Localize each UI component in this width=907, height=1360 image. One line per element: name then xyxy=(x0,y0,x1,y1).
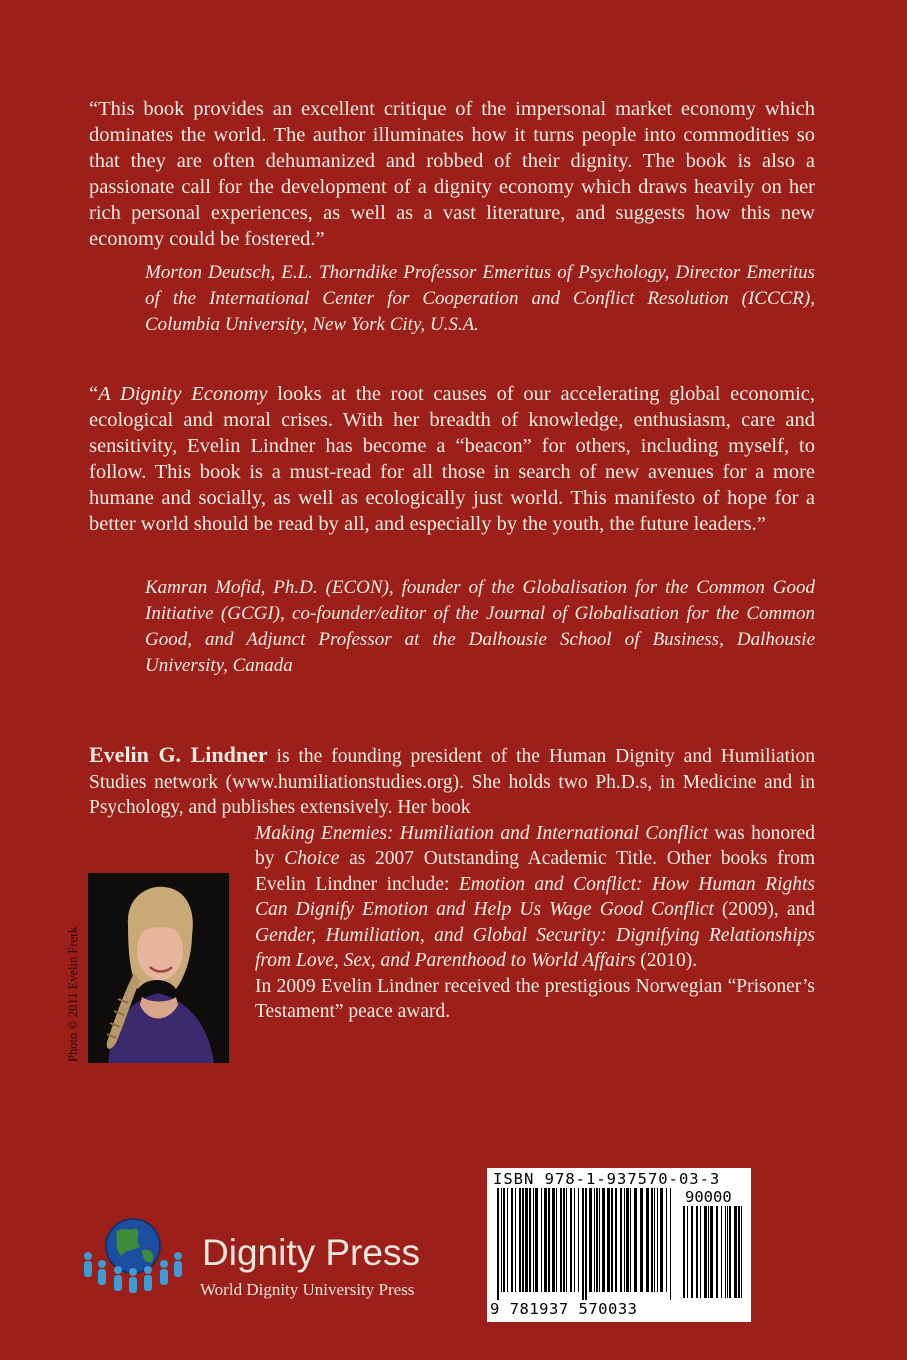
barcode-bar xyxy=(634,1188,637,1292)
barcode-bar xyxy=(599,1188,600,1292)
addon-bar xyxy=(710,1206,713,1298)
review-attribution-mofid: Kamran Mofid, Ph.D. (ECON), founder of the Globalisation for the Common Good Initiative (GCGI), co-founder/editor of the Journal of Globalisation for the Common Good, and Adjunct Professor at the Dalhousie School of Business, Dalhousie University, Canada xyxy=(145,577,815,676)
barcode-bar xyxy=(497,1188,499,1300)
barcode-bar xyxy=(660,1188,663,1292)
review-attribution-deutsch: Morton Deutsch, E.L. Thorndike Professor Emeritus of Psychology, Director Emeritus of the International Center for Cooperation and Conflict Resolution (ICCCR), Columbia University, New York City, U.S.A. xyxy=(145,262,815,335)
addon-bar xyxy=(696,1206,698,1298)
barcode-bar xyxy=(556,1188,557,1292)
addon-bar xyxy=(734,1206,737,1298)
barcode-bar xyxy=(640,1188,643,1292)
barcode-bar xyxy=(570,1188,572,1292)
barcode-bar xyxy=(511,1188,513,1292)
barcode-bar xyxy=(560,1188,562,1292)
review-quote-deutsch: “This book provides an excellent critique of the impersonal market economy which dominates the world. The author illuminates how it turns people into commodities so that they are often dehumanized and robbed of their dignity. The book is also a passionate call for the development of a dignity economy which draws heavily on her rich personal experiences, as well as a vast literature, and suggests how this new economy could be fostered.” xyxy=(89,98,815,250)
addon-bar xyxy=(721,1206,722,1298)
barcode-bar xyxy=(596,1188,598,1292)
quote-open-mark: “ xyxy=(89,383,99,405)
barcode-bar xyxy=(615,1188,617,1292)
isbn-text: ISBN 978-1-937570-03-3 xyxy=(493,1170,721,1188)
barcode-bar xyxy=(552,1188,555,1292)
barcode-bar xyxy=(507,1188,508,1292)
publisher-subtitle: World Dignity University Press xyxy=(200,1280,415,1299)
author-photo xyxy=(88,873,229,1063)
barcode-bar xyxy=(585,1188,587,1300)
dignity-press-logo xyxy=(80,1212,186,1302)
barcode-bar xyxy=(578,1188,579,1292)
author-name: Evelin G. Lindner xyxy=(89,742,268,767)
barcode-bar xyxy=(620,1188,622,1292)
barcode-bar xyxy=(624,1188,625,1292)
addon-bar xyxy=(727,1206,728,1298)
barcode-bar xyxy=(515,1188,516,1292)
addon-bar xyxy=(683,1206,685,1298)
isbn-barcode xyxy=(487,1168,751,1322)
barcode-bar xyxy=(651,1188,653,1292)
bio-text: (2009), and xyxy=(713,899,815,920)
barcode-bar xyxy=(670,1188,671,1300)
barcode-bar xyxy=(548,1188,550,1292)
addon-bar xyxy=(708,1206,709,1298)
barcode-bar xyxy=(522,1188,524,1292)
book-emotion-conflict: Emotion and Conflict: How Human Rights Can Dignify Emotion and Help Us Wage Good Conflict xyxy=(255,873,815,920)
book-making-enemies: Making Enemies: Humiliation and International Conflict xyxy=(255,822,709,844)
barcode-bar xyxy=(630,1188,631,1292)
review-quote-mofid xyxy=(89,381,815,537)
author-portrait-illustration xyxy=(88,873,229,1063)
barcode-bar xyxy=(566,1188,567,1292)
price-addon-text: 90000 xyxy=(685,1188,732,1206)
barcode-bar xyxy=(519,1188,521,1292)
barcode-bar xyxy=(503,1188,505,1292)
addon-bar xyxy=(704,1206,707,1298)
addon-bar xyxy=(729,1206,731,1298)
bio-intro xyxy=(89,742,815,821)
barcode-bars xyxy=(497,1188,745,1300)
barcode-bar xyxy=(544,1188,547,1292)
bio-text: was honored by xyxy=(255,822,815,869)
barcode-bar xyxy=(525,1188,528,1292)
bio-intro-text: is the founding president of the Human Dignity and Humiliation Studies network (www.humiliationstudies.org). She holds two Ph.D.s, in Medicine and in Psychology, and publishes extensively. Her book xyxy=(89,746,815,818)
barcode-bar xyxy=(535,1188,538,1292)
barcode-bar xyxy=(654,1188,655,1292)
bio-award: In 2009 Evelin Lindner received the prestigious Norwegian “Prisoner’s Testament” peace award. xyxy=(255,975,815,1022)
addon-bar xyxy=(738,1206,740,1298)
barcode-bar xyxy=(501,1188,502,1292)
book-gender-humiliation: Gender, Humiliation, and Global Security: Dignifying Relationships from Love, Sex, and Parenthood to World Affairs xyxy=(255,924,815,971)
barcode-bar xyxy=(541,1188,542,1292)
barcode-bar xyxy=(574,1188,575,1292)
ean-text: 9 781937 570033 xyxy=(490,1300,638,1318)
quote-body: looks at the root causes of our accelerating global economic, ecological and moral crises. With her breadth of knowledge, enthusiasm, care and sensitivity, Evelin Lindner has become a “beacon” for others, including myself, to follow. This book is a must-read for all those in search of new avenues for a more humane and socially, as well as ecologically just world. This manifesto of hope for a better world should be read by all, and especially by the youth, the future leaders.” xyxy=(89,383,815,535)
addon-bar xyxy=(741,1206,742,1298)
barcode-bar xyxy=(529,1188,531,1292)
addon-bar xyxy=(725,1206,726,1298)
bio-text: as 2007 Outstanding Academic Title. Other books from Evelin Lindner include: xyxy=(255,848,815,895)
barcode-bar xyxy=(607,1188,610,1292)
addon-bar xyxy=(700,1206,701,1298)
barcode-bar xyxy=(626,1188,629,1292)
barcode-bar xyxy=(602,1188,605,1292)
addon-bar xyxy=(691,1206,693,1298)
barcode-bar xyxy=(582,1188,584,1300)
barcode-bar xyxy=(666,1188,667,1292)
globe-people-icon xyxy=(80,1212,186,1302)
barcode-bar xyxy=(646,1188,649,1292)
barcode-bar xyxy=(533,1188,534,1292)
bio-text: (2010). xyxy=(635,950,698,971)
choice-magazine: Choice xyxy=(284,848,340,869)
addon-bar xyxy=(716,1206,718,1298)
photo-credit: Photo © 2011 Evelin Frerk xyxy=(66,926,80,1062)
barcode-bar xyxy=(563,1188,565,1292)
barcode-bar xyxy=(657,1188,658,1292)
bio-books xyxy=(255,821,815,974)
addon-bar xyxy=(687,1206,688,1298)
barcode-bar xyxy=(589,1188,592,1292)
publisher-name: Dignity Press xyxy=(202,1232,420,1273)
barcode-bar xyxy=(594,1188,595,1292)
book-title: A Dignity Economy xyxy=(98,383,268,405)
barcode-bar xyxy=(611,1188,613,1292)
